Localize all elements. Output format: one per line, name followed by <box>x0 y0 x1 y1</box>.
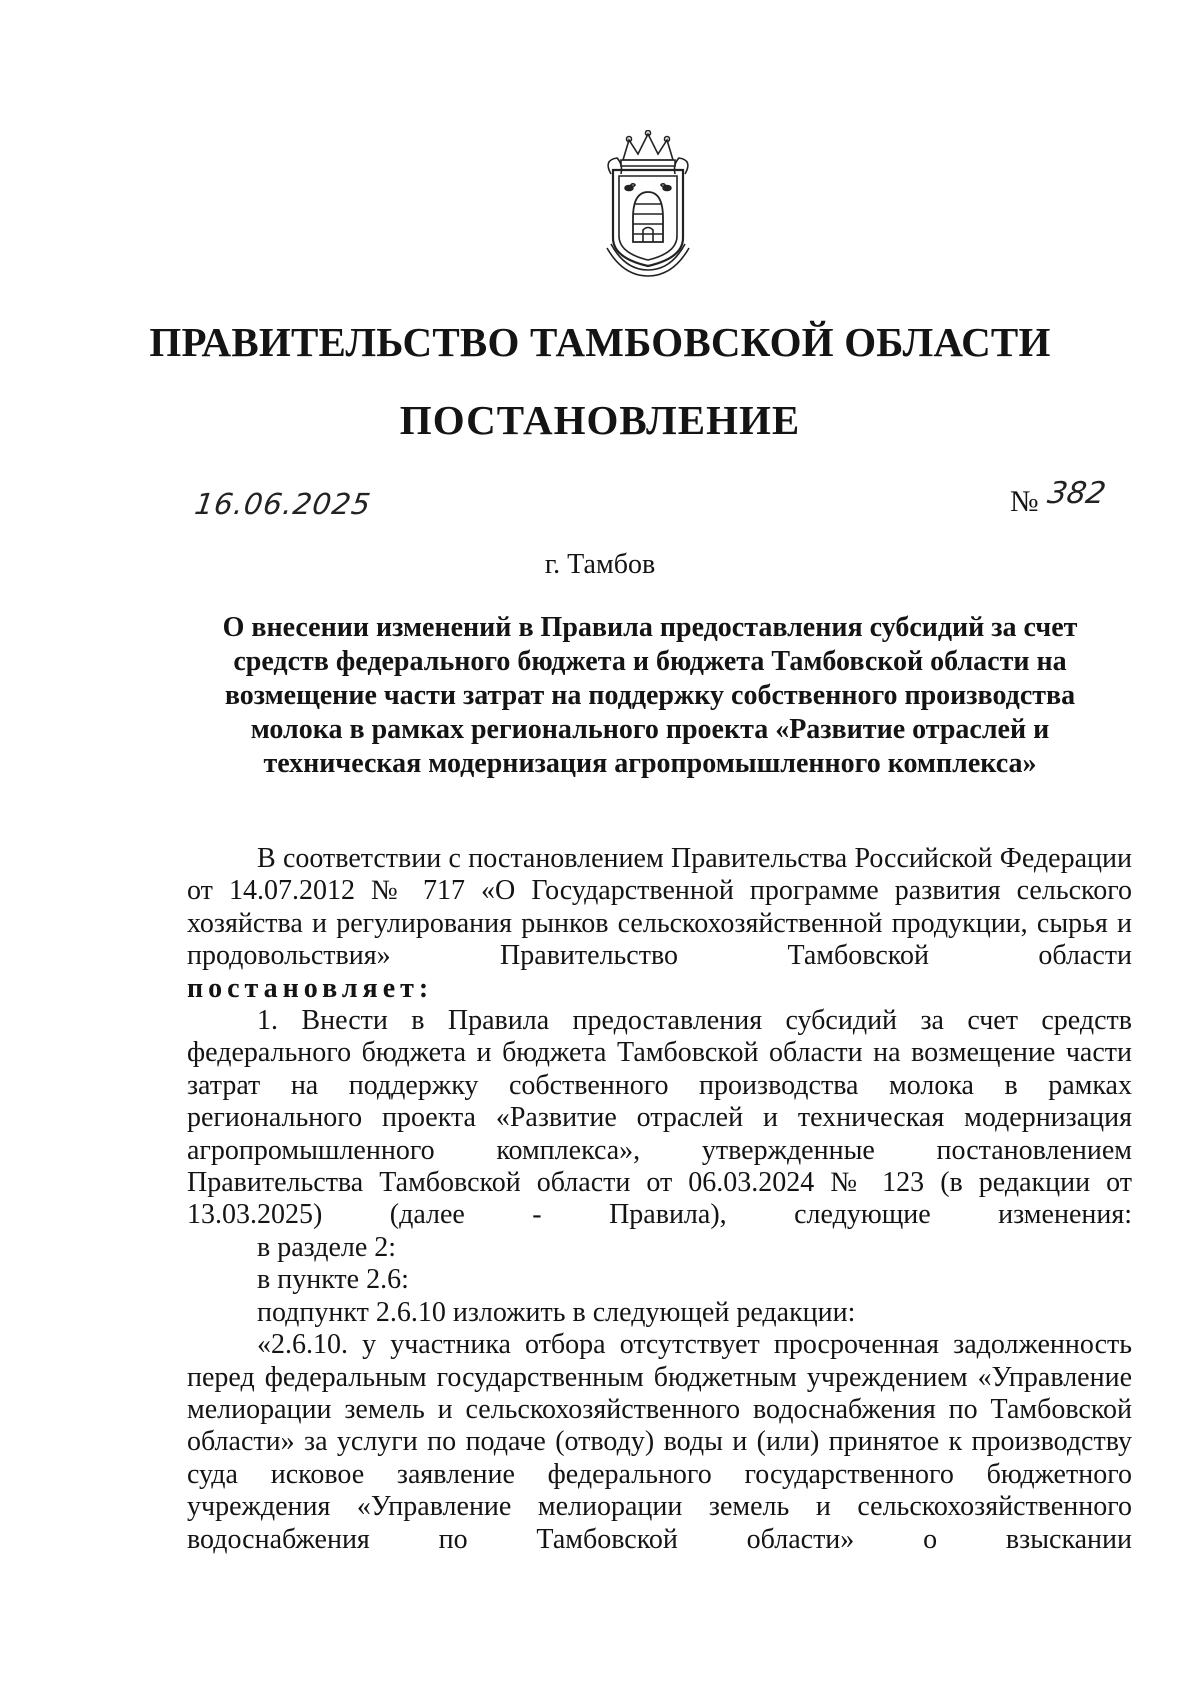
item-1-paragraph: 1. Внести в Правила предоставления субсидий за счет средств федерального бюджета и бюджета Тамбовской области на возмещение части затрат на поддержку собственного производства молока в рамках регионального проекта «Развитие отраслей и техническая модернизация агропромышленного комплекса», утвержденные постановлением Правительства Тамбовской области от 06.03.2024 № 123 (в редакции от 13.03.2025) (далее - Правила), следующие изменения: <box>187 1005 1132 1231</box>
document-number: 382 <box>1044 476 1109 511</box>
document-type: ПОСТАНОВЛЕНИЕ <box>399 397 801 443</box>
subpoint-paragraph: подпункт 2.6.10 изложить в следующей редакции: <box>257 1296 856 1328</box>
city: г. Тамбов <box>544 549 656 580</box>
point-paragraph: в пункте 2.6: <box>257 1264 409 1296</box>
decides-word: постановляет: <box>187 972 434 1004</box>
quote-paragraph: «2.6.10. у участника отбора отсутствует просроченная задолженность перед федеральным государственным бюджетным учреждением «Управление мелиорации земель и сельскохозяйственного водоснабжения по Тамбовской области» за услуги по подаче (отводу) воды и (или) принятое к производству суда исковое заявление федерального государственного бюджетного учреждения «Управление мелиорации земель и сельскохозяйственного водоснабжения по Тамбовской области» о взыскании <box>187 1329 1132 1555</box>
preamble-paragraph: В соответствии с постановлением Правительства Российской Федерации от 14.07.2012 № 717 «О Государственной программе развития сельского хозяйства и регулирования рынков сельскохозяйственной продукции, сырья и продовольствия» Правительство Тамбовской области <box>187 843 1132 972</box>
organization-title: ПРАВИТЕЛЬСТВО ТАМБОВСКОЙ ОБЛАСТИ <box>149 319 1051 365</box>
coat-of-arms-icon <box>593 130 703 280</box>
document-number-label: № <box>1010 485 1039 518</box>
section-paragraph: в разделе 2: <box>257 1231 397 1263</box>
document-date: 16.06.2025 <box>192 487 374 521</box>
document-subject: О внесении изменений в Правила предоставления субсидий за счет средств федерального бюджета и бюджета Тамбовской области на возмещение части затрат на поддержку собственного производства молока в рамках регионального проекта «Развитие отраслей и техническая модернизация агропромышленного комплекса» <box>222 612 1078 779</box>
document-body <box>187 843 1132 1556</box>
